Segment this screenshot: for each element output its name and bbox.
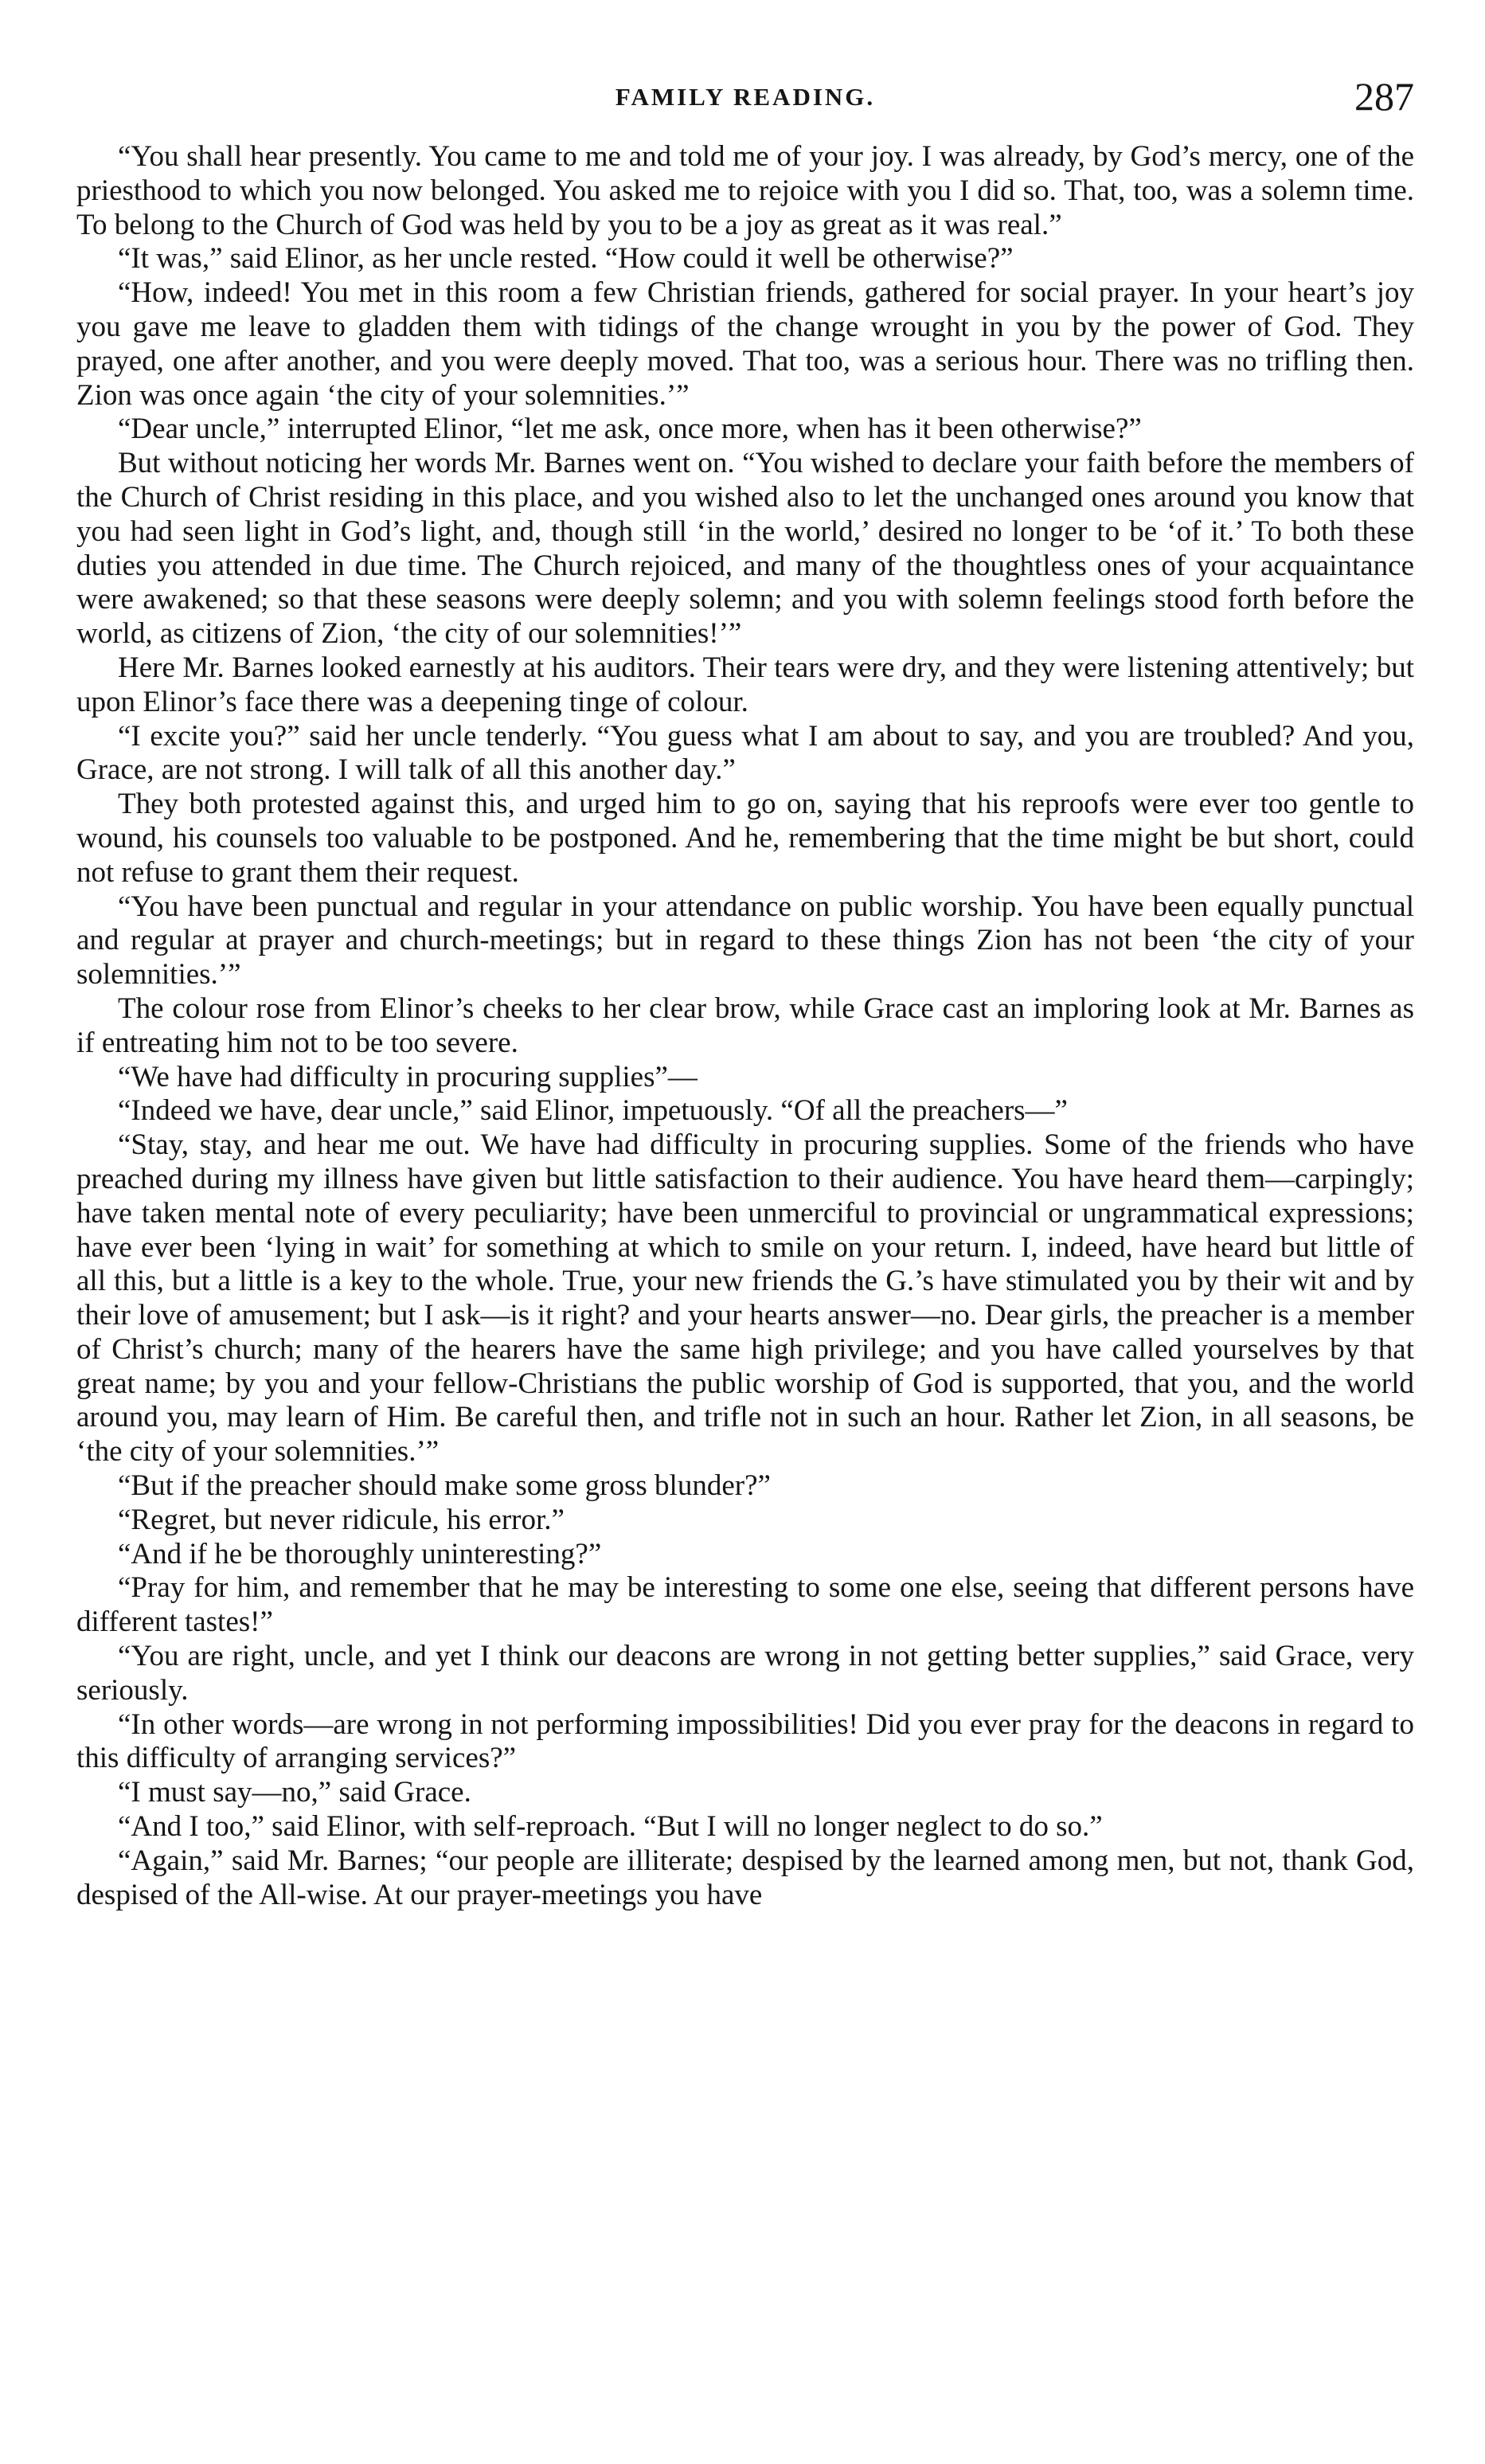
paragraph: “You are right, uncle, and yet I think our deacons are wrong in not getting better supplies,” said Grace, very seriously. bbox=[76, 1640, 1414, 1707]
paragraph: “I must say—no,” said Grace. bbox=[118, 1776, 471, 1809]
paragraph: “And I too,” said Elinor, with self-reproach. “But I will no longer neglect to do so.” bbox=[118, 1810, 1103, 1844]
paragraph: “How, indeed! You met in this room a few Christian friends, gathered for social prayer. In your heart’s joy you gave me leave to gladden them with tidings of the change wrought in you by the power of God. They prayed, one after another, and you were deeply moved. That too, was a serious hour. There was no trifling then. Zion was once again ‘the city of your solemnities.’” bbox=[76, 276, 1414, 412]
paragraph: “I excite you?” said her uncle tenderly. “You guess what I am about to say, and you are troubled? And you, Grace, are not strong. I will talk of all this another day.” bbox=[76, 719, 1414, 787]
paragraph: Here Mr. Barnes looked earnestly at his auditors. Their tears were dry, and they were listening attentively; but upon Elinor’s face there was a deepening tinge of colour. bbox=[76, 651, 1414, 718]
paragraph: “We have had difficulty in procuring supplies”— bbox=[118, 1060, 698, 1093]
running-head bbox=[76, 73, 1414, 121]
body-text bbox=[76, 140, 1414, 1912]
paragraph: “Again,” said Mr. Barnes; “our people are illiterate; despised by the learned among men, but not, thank God, despised of the All-wise. At our prayer-meetings you have bbox=[76, 1844, 1414, 1911]
paragraph: “Indeed we have, dear uncle,” said Elinor, impetuously. “Of all the preachers—” bbox=[118, 1094, 1068, 1128]
paragraph: “You shall hear presently. You came to me and told me of your joy. I was already, by God’s mercy, one of the priesthood to which you now belonged. You asked me to rejoice with you I did so. That, too, was a solemn time. To belong to the Church of God was held by you to be a joy as great as it was real.” bbox=[76, 140, 1414, 241]
page-number: 287 bbox=[1354, 74, 1414, 119]
paragraph: “It was,” said Elinor, as her uncle rested. “How could it well be otherwise?” bbox=[118, 242, 1014, 276]
paragraph: “Dear uncle,” interrupted Elinor, “let me ask, once more, when has it been otherwise?” bbox=[118, 413, 1142, 446]
paragraph: “In other words—are wrong in not performing impossibilities! Did you ever pray for the deacons in regard to this difficulty of arranging services?” bbox=[76, 1707, 1414, 1775]
paragraph: “Pray for him, and remember that he may be interesting to some one else, seeing that different persons have different tastes!” bbox=[76, 1571, 1414, 1639]
paragraph: “And if he be thoroughly uninteresting?” bbox=[118, 1537, 602, 1570]
paragraph: “Stay, stay, and hear me out. We have had difficulty in procuring supplies. Some of the friends who have preached during my illness have given but little satisfaction to their audience. You have heard them—carpingly; have taken mental note of every peculiarity; have been unmerciful to provincial or ungrammatical expressions; have ever been ‘lying in wait’ for something at which to smile on your return. I, indeed, have heard but little of all this, but a little is a key to the whole. True, your new friends the G.’s have stimulated you by their wit and by their love of amusement; but I ask—is it right? and your hearts answer—no. Dear girls, the preacher is a member of Christ’s church; many of the hearers have the same high privilege; and you have called yourselves by that great name; by you and your fellow-Christians the public worship of God is supported, that you, and the world around you, may learn of Him. Be careful then, and trifle not in such an hour. Rather let Zion, in all seasons, be ‘the city of your solemnities.’” bbox=[76, 1128, 1414, 1469]
paragraph: But without noticing her words Mr. Barnes went on. “You wished to declare your faith before the members of the Church of Christ residing in this place, and you wished also to let the unchanged ones around you know that you had seen light in God’s light, and, though still ‘in the world,’ desired no longer to be ‘of it.’ To both these duties you attended in due time. The Church rejoiced, and many of the thoughtless ones of your acquaintance were awakened; so that these seasons were deeply solemn; and you with solemn feelings stood forth before the world, as citizens of Zion, ‘the city of our solemnities!’” bbox=[76, 447, 1414, 651]
paragraph: “You have been punctual and regular in your attendance on public worship. You have been equally punctual and regular at prayer and church-meetings; but in regard to these things Zion has not been ‘the city of your solemnities.’” bbox=[76, 890, 1414, 991]
running-title: FAMILY READING. bbox=[615, 83, 876, 111]
paragraph: “But if the preacher should make some gross blunder?” bbox=[118, 1469, 771, 1503]
paragraph: The colour rose from Elinor’s cheeks to her clear brow, while Grace cast an imploring look at Mr. Barnes as if entreating him not to be too severe. bbox=[76, 991, 1414, 1059]
paragraph: They both protested against this, and urged him to go on, saying that his reproofs were ever too gentle to wound, his counsels too valuable to be postponed. And he, remembering that the time might be but short, could not refuse to grant them their request. bbox=[76, 788, 1414, 889]
paragraph: “Regret, but never ridicule, his error.” bbox=[118, 1503, 565, 1536]
